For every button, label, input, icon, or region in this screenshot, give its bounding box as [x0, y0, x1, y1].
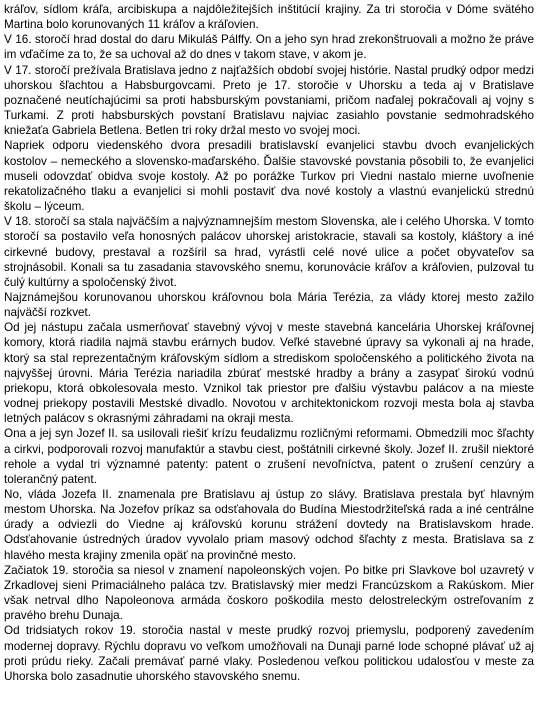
paragraph-7: Od jej nástupu začala usmerňovať stavebný vývoj v meste stavebná kancelária Uhorskej kráľovnej komory, ktorá riadila najmä stavbu erárnych budov. Veľké stavebné úpravy sa vykonali aj na hrade, ktorý sa stal reprezentačným kráľovským sídlom a strediskom spoločenského a politického života na najvyššej úrovni. Mária Terézia nariadila zbúrať mestské hradby a brány a zasypať širokú vodnú priekopu, ktorá obkolesovala mesto. Vznikol tak priestor pre ďalšiu výstavbu palácov a na mieste vodnej priekopy postavili Mestské divadlo. Novotou v architektonickom rozvoji mesta bola aj stavba letných palácov s okrasnými záhradami na okraji mesta.: [4, 321, 534, 426]
paragraph-9: No, vláda Jozefa II. znamenala pre Bratislavu aj ústup zo slávy. Bratislava prestala byť hlavným mestom Uhorska. Na Jozefov príkaz sa odsťahovala do Budína Miestodržiteľská rada a iné centrálne úrady a odviezli do Viedne aj kráľovskú korunu strážení dovtedy na Bratislavskom hrade. Odsťahovanie ústredných úradov vyvolalo priam masový odchod šľachty z mesta. Bratislava sa z hlavého mesta krajiny zmenila opäť na provinčné mesto.: [4, 488, 534, 562]
paragraph-3: V 17. storočí prežívala Bratislava jedno z najťažších období svojej histórie. Nastal prudký odpor medzi uhorskou šľachtou a Habsburgovcami. Preto je 17. storočie v Uhorsku a teda aj v Bratislave poznačené neutíchajúcimi sa proti habsburským povstaniami, pričom naďalej pokračovali aj vojny s Turkami. Z proti habsburských povstaní Bratislavu najviac zasiahlo povstanie sedmohradského kniežaťa Gabriela Betlena. Betlen tri roky držal mesto vo svojej moci.: [4, 63, 534, 138]
paragraph-4: Napriek odporu viedenského dvora presadili bratislavskí evanjelici stavbu dvoch evanjelických kostolov – nemeckého a slovensko-maďarského. Ďalšie stavovské povstania pôsobili to, že evanjelici museli odovzdať obidva svoje kostoly. Až po porážke Turkov pri Viedni nastalo mierne uvoľnenie rekatolizačného tlaku a evanjelici si mohli postaviť dva nové kostoly a vlastnú evanjelickú strednú školu – lýceum.: [4, 139, 534, 214]
paragraph-10: Začiatok 19. storočia sa niesol v znamení napoleonských vojen. Po bitke pri Slavkove bol uzavretý v Zrkadlovej sieni Primaciálneho paláca tzv. Bratislavský mier medzi Francúzskom a Rakúskom. Mier však netrval dlho Napoleonova armáda čoskoro poškodila mesto delostreleckým ostreľovaním z pravého brehu Dunaja.: [4, 563, 534, 623]
paragraph-5: V 18. storočí sa stala najväčším a najvýznamnejším mestom Slovenska, ale i celého Uhorska. V tomto storočí sa postavilo veľa honosných palácov uhorskej aristokracie, stavali sa kostoly, kláštory a iné cirkevné budovy, prestaval a rozšíril sa hrad, vyrástli celé nové ulice a počet obyvateľov sa strojnásobil. Konali sa tu zasadania stavovského snemu, korunovácie kráľov a kráľovien, pulzoval tu čulý kultúrny a spoločenský život.: [4, 215, 534, 289]
paragraph-8: Ona a jej syn Jozef II. sa usilovali riešiť krízu feudalizmu rozličnými reformami. Obmedzili moc šľachty a cirkvi, podporovali rozvoj manufaktúr a stavbu ciest, poštátnili cirkevné školy. Jozef II. zrušil niektoré rehole a vydal tri významné patenty: patent o zrušení nevoľníctva, patent o zrušení cenzúry a tolerančný patent.: [4, 427, 534, 486]
document-body: [4, 2, 534, 684]
paragraph-11: Od tridsiatych rokov 19. storočia nastal v meste prudký rozvoj priemyslu, podporený zavedením modernej dopravy. Rýchlu dopravu vo veľkom umožňovali na Dunaji parné lode schopné plávať už aj proti prúdu rieky. Začali premávať parné vlaky. Posledenou veľkou politickou udalosťou v meste za Uhorska bolo zasadnutie uhorského stavovského snemu.: [4, 624, 534, 683]
paragraph-2: V 16. storočí hrad dostal do daru Mikuláš Pálffy. On a jeho syn hrad zrekonštruovali a možno že práve im vďačíme za to, že sa uchoval až do dnes v takom stave, v akom je.: [4, 33, 534, 62]
paragraph-1: kráľov, sídlom kráľa, arcibiskupa a najdôležitejších inštitúcií krajiny. Za tri storočia v Dóme svätého Martina bolo korunovaných 11 kráľov a kráľovien.: [4, 3, 534, 32]
paragraph-6: Najznámejšou korunovanou uhorskou kráľovnou bola Mária Terézia, za vlády ktorej mesto zažilo najväčší rozkvet.: [4, 290, 534, 320]
